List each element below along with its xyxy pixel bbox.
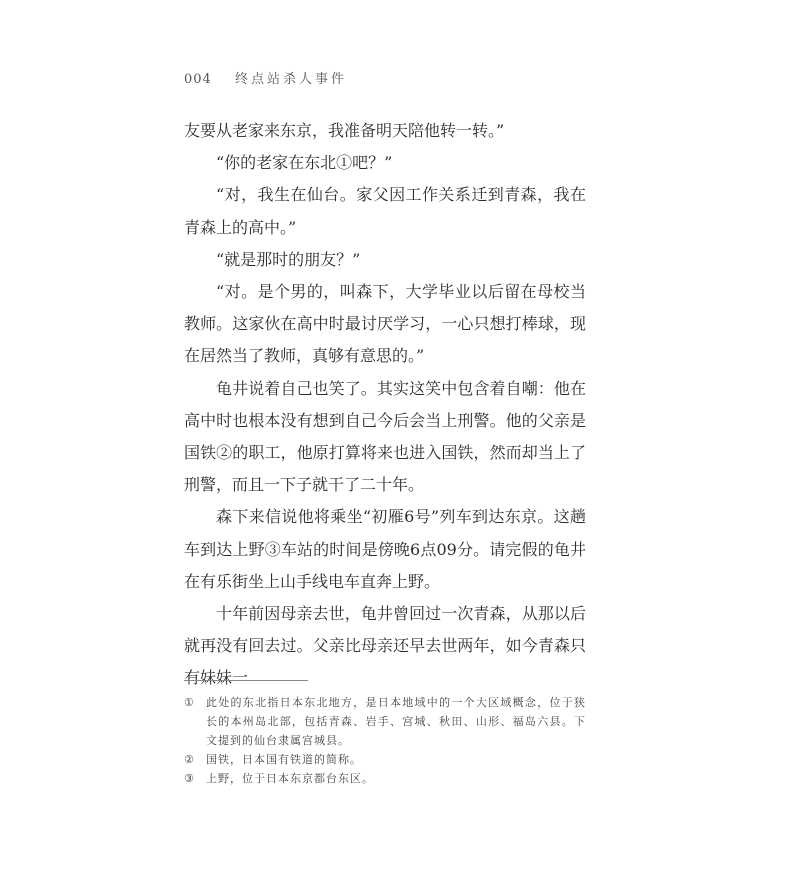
body-text <box>184 115 586 695</box>
paragraph: “对，我生在仙台。家父因工作关系迁到青森，我在青森上的高中。” <box>184 185 586 237</box>
footnote <box>184 750 586 769</box>
book-title: 终点站杀人事件 <box>234 72 347 87</box>
paragraph: “你的老家在东北①吧？” <box>216 153 393 173</box>
paragraph: 龟井说着自己也笑了。其实这笑中包含着自嘲：他在高中时也根本没有想到自己今后会当上刑警。他的父亲是国铁②的职工，他原打算将来也进入国铁，然而却当上了刑警，而且一下子就干了二十年。 <box>184 378 586 495</box>
footnote-text: 国铁，日本国有铁道的简称。 <box>206 753 362 766</box>
footnote <box>184 693 586 750</box>
footnotes <box>184 693 586 788</box>
paragraph: “对。是个男的，叫森下，大学毕业以后留在母校当教师。这家伙在高中时最讨厌学习，一心只想打棒球，现在居然当了教师，真够有意思的。” <box>184 282 586 366</box>
paragraph: 十年前因母亲去世，龟井曾回过一次青森，从那以后就再没有回去过。父亲比母亲还早去世两年，如今青森只有妹妹一 <box>184 604 586 688</box>
paragraph: “就是那时的朋友？” <box>216 249 361 269</box>
running-header <box>184 68 347 87</box>
page-number: 004 <box>184 72 212 87</box>
footnote-marker: ② <box>184 753 194 766</box>
footnote-marker: ① <box>184 696 194 709</box>
footnote-marker: ③ <box>184 772 194 785</box>
paragraph: 友要从老家来东京，我准备明天陪他转一转。” <box>184 121 505 140</box>
footnote-text: 此处的东北指日本东北地方，是日本地域中的一个大区域概念，位于狭长的本州岛北部，包括青森、岩手、宫城、秋田、山形、福岛六县。下文提到的仙台隶属宫城县。 <box>206 696 586 747</box>
paragraph: 森下来信说他将乘坐“初雁6号”列车到达东京。这趟车到达上野③车站的时间是傍晚6点09分。请完假的龟井在有乐街坐上山手线电车直奔上野。 <box>184 507 586 591</box>
footnote <box>184 769 586 788</box>
footnote-divider <box>184 680 308 681</box>
footnote-text: 上野，位于日本东京都台东区。 <box>206 772 374 785</box>
